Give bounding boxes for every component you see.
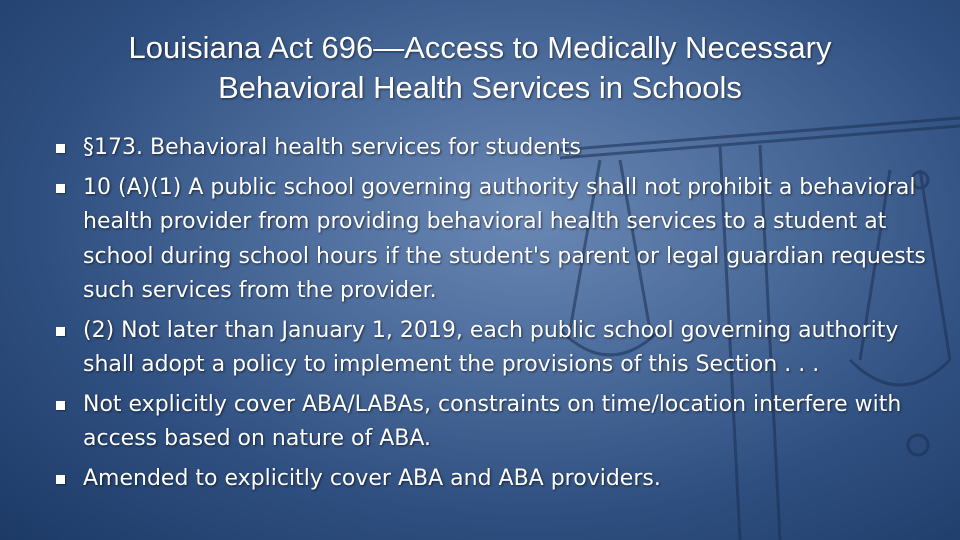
bullet-item xyxy=(56,171,936,309)
bullet-marker-icon xyxy=(56,327,65,336)
bullet-item xyxy=(56,462,936,497)
bullet-marker-icon xyxy=(56,144,65,153)
bullet-text: Not explicitly cover ABA/LABAs, constraints on time/location interfere with access based on nature of ABA. xyxy=(83,391,902,451)
title-line-2: Behavioral Health Services in Schools xyxy=(218,70,742,105)
bullet-item xyxy=(56,388,936,457)
title-line-1: Louisiana Act 696—Access to Medically Necessary xyxy=(128,30,832,65)
bullet-text: 10 (A)(1) A public school governing authority shall not prohibit a behavioral health provider from providing behavioral health services to a student at school during school hours if the student's parent or legal guardian requests such services from the provider. xyxy=(83,174,926,303)
bullet-text: Amended to explicitly cover ABA and ABA providers. xyxy=(83,465,661,491)
bullet-item xyxy=(56,314,936,383)
slide-title xyxy=(40,28,920,108)
bullet-marker-icon xyxy=(56,401,65,410)
bullet-marker-icon xyxy=(56,475,65,484)
bullet-text: §173. Behavioral health services for students xyxy=(83,135,581,160)
bullet-marker-icon xyxy=(56,184,65,193)
bullet-text: (2) Not later than January 1, 2019, each public school governing authority shall adopt a policy to implement the provisions of this Section . . . xyxy=(83,317,899,377)
bullet-list xyxy=(56,131,936,501)
bullet-item xyxy=(56,131,936,166)
